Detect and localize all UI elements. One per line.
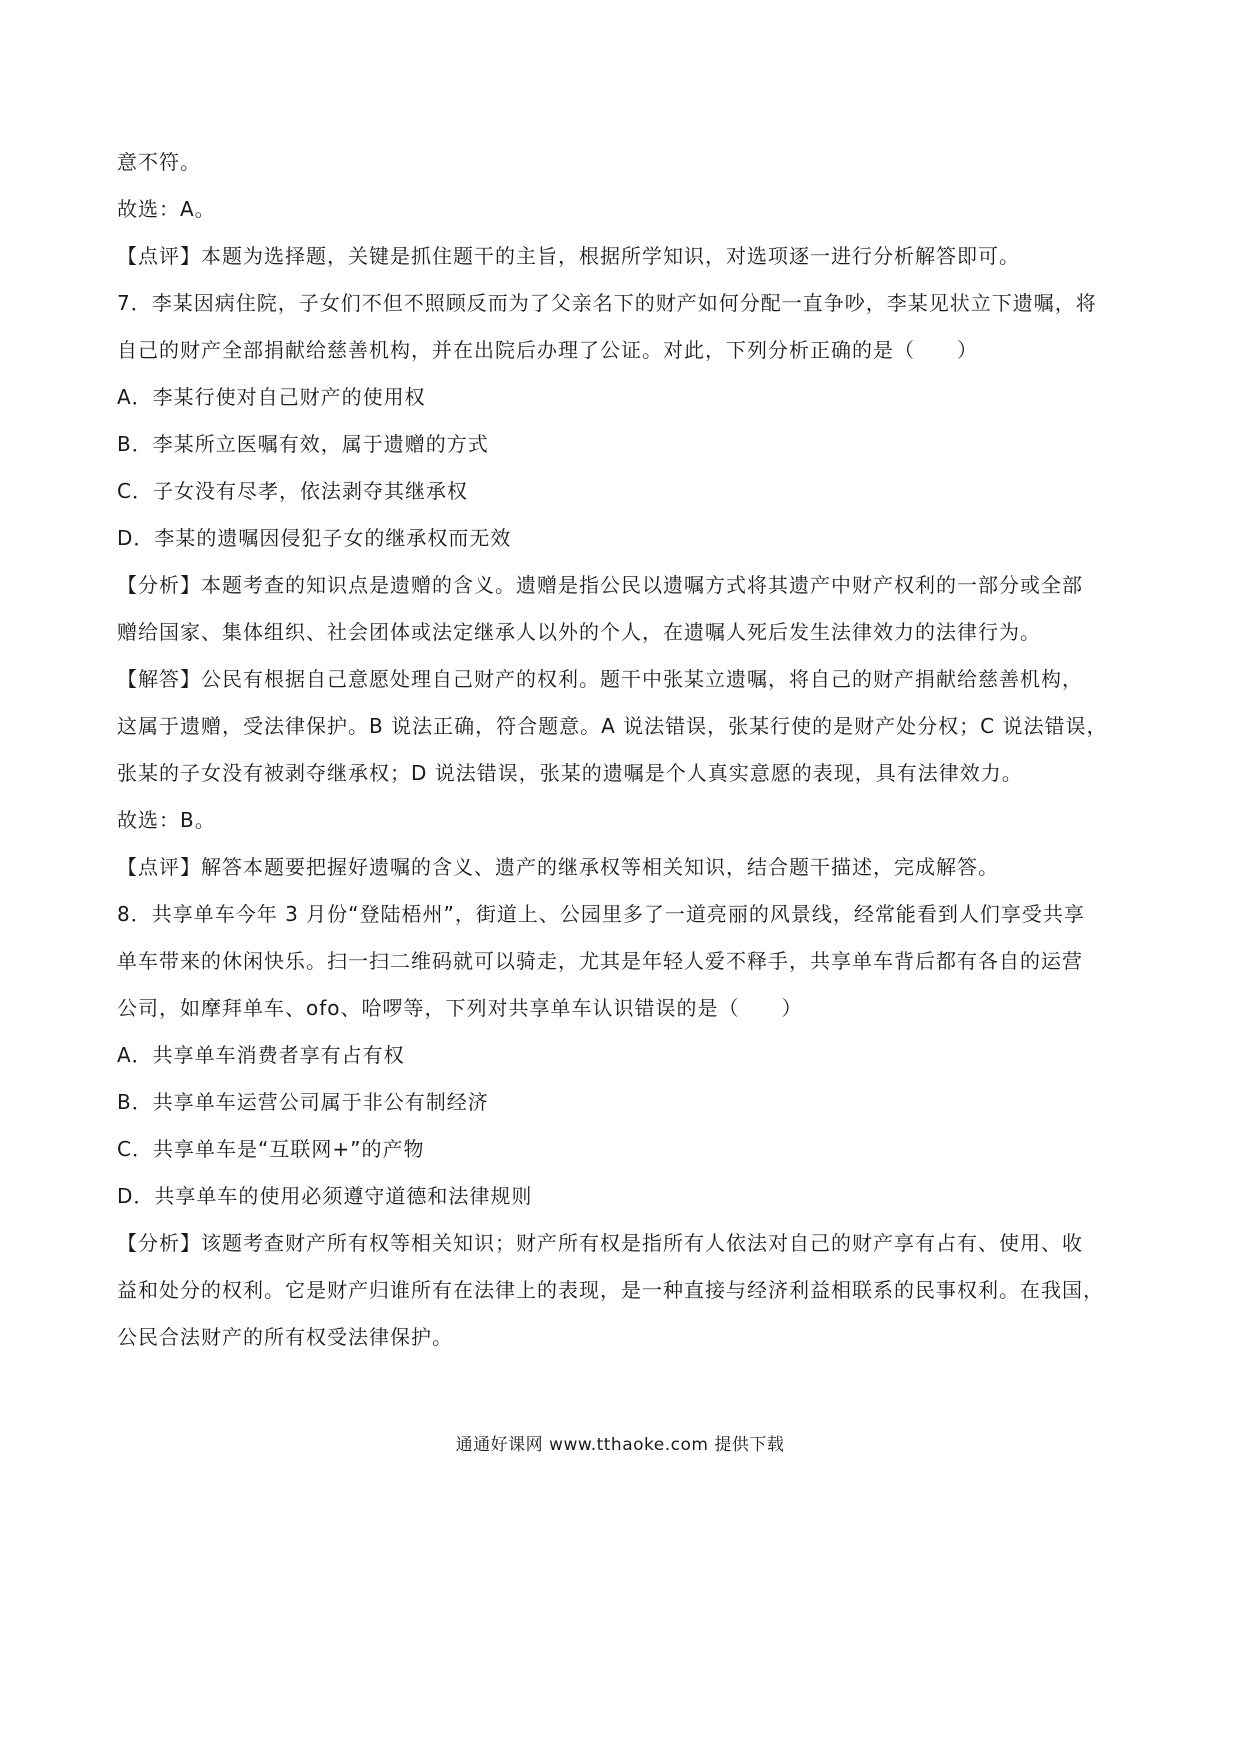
option-a: A．李某行使对自己财产的使用权: [117, 385, 426, 409]
option-c: C．共享单车是“互联网+”的产物: [117, 1137, 425, 1161]
option-a: A．共享单车消费者享有占有权: [117, 1043, 405, 1067]
comment-line: 【点评】本题为选择题，关键是抓住题干的主旨，根据所学知识，对选项逐一进行分析解答即可。: [117, 244, 1020, 268]
question-8-stem: 公司，如摩拜单车、ofo、哈啰等，下列对共享单车认识错误的是（ ）: [117, 996, 803, 1020]
solution-line: 【解答】公民有根据自己意愿处理自己财产的权利。题干中张某立遗嘱，将自己的财产捐献给慈善机构，: [117, 667, 1083, 691]
analysis-line: 【分析】本题考查的知识点是遗赠的含义。遗赠是指公民以遗嘱方式将其遗产中财产权利的一部分或全部: [117, 573, 1083, 597]
answer-line: 故选：A。: [117, 197, 216, 221]
option-c: C．子女没有尽孝，依法剥夺其继承权: [117, 479, 468, 503]
comment-line: 【点评】解答本题要把握好遗嘱的含义、遗产的继承权等相关知识，结合题干描述，完成解答。: [117, 855, 999, 879]
option-d: D．李某的遗嘱因侵犯子女的继承权而无效: [117, 526, 512, 550]
analysis-line: 【分析】该题考查财产所有权等相关知识；财产所有权是指所有人依法对自己的财产享有占有、使用、收: [117, 1231, 1083, 1255]
option-b: B．共享单车运营公司属于非公有制经济: [117, 1090, 489, 1114]
analysis-line: 益和处分的权利。它是财产归谁所有在法律上的表现，是一种直接与经济利益相联系的民事权利。在我国，: [117, 1278, 1104, 1302]
question-7-stem: 自己的财产全部捐献给慈善机构，并在出院后办理了公证。对此，下列分析正确的是（ ）: [117, 338, 978, 362]
analysis-line: 赠给国家、集体组织、社会团体或法定继承人以外的个人，在遗嘱人死后发生法律效力的法律行为。: [117, 620, 1041, 644]
page-footer: 通通好课网 www.tthaoke.com 提供下载: [455, 1435, 785, 1455]
option-b: B．李某所立医嘱有效，属于遗赠的方式: [117, 432, 489, 456]
question-8-stem: 单车带来的休闲快乐。扫一扫二维码就可以骑走，尤其是年轻人爱不释手，共享单车背后都有各自的运营: [117, 949, 1083, 973]
option-d: D．共享单车的使用必须遵守道德和法律规则: [117, 1184, 533, 1208]
text-line: 意不符。: [117, 150, 201, 174]
solution-line: 张某的子女没有被剥夺继承权；D 说法错误，张某的遗嘱是个人真实意愿的表现，具有法律效力。: [117, 761, 1023, 785]
question-8-stem: 8．共享单车今年 3 月份“登陆梧州”，街道上、公园里多了一道亮丽的风景线，经常能看到人们享受共享: [117, 902, 1085, 926]
solution-line: 这属于遗赠，受法律保护。B 说法正确，符合题意。A 说法错误，张某行使的是财产处分权；C 说法错误，: [117, 714, 1108, 738]
page-body: [117, 150, 1127, 1349]
analysis-line: 公民合法财产的所有权受法律保护。: [117, 1325, 453, 1349]
answer-line: 故选：B。: [117, 808, 216, 832]
question-7-stem: 7．李某因病住院，子女们不但不照顾反而为了父亲名下的财产如何分配一直争吵，李某见状立下遗嘱，将: [117, 291, 1097, 315]
